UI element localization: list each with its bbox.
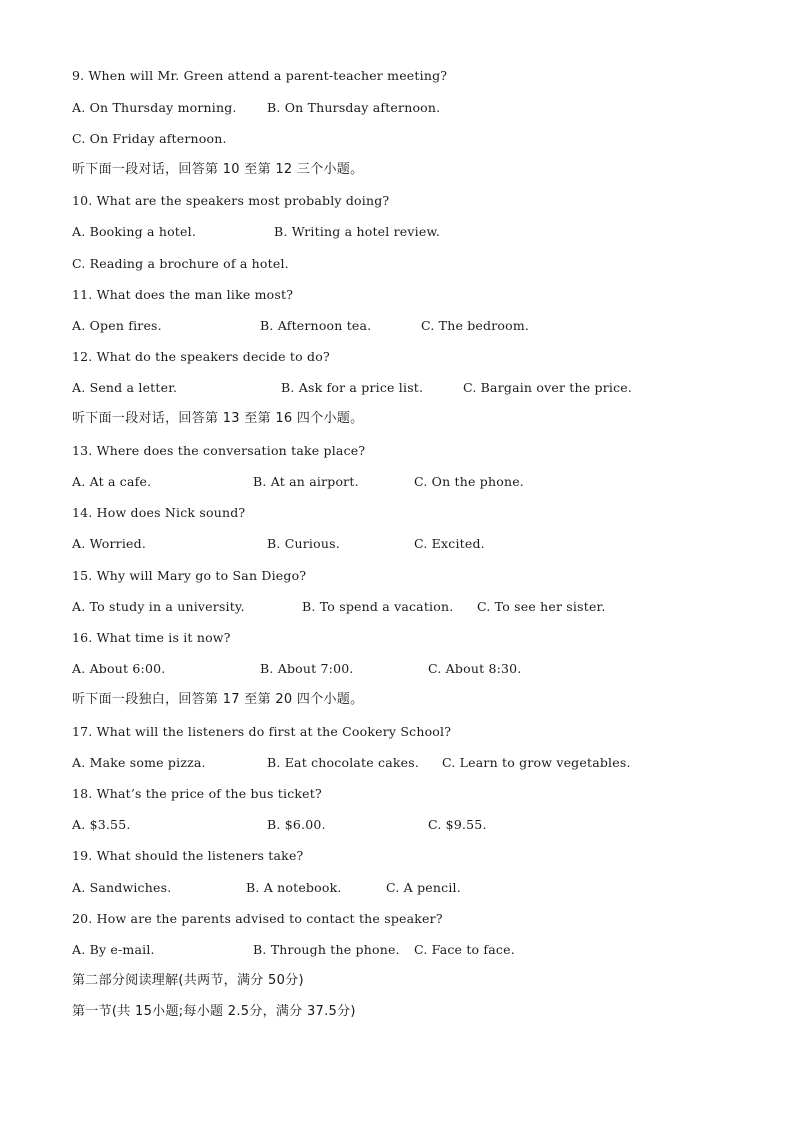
section-heading-13-16: 听下面一段对话，回答第 13 至第 16 四个小题。 (72, 411, 364, 426)
option-a: A. By e-mail. (72, 942, 155, 957)
option-b: B. $6.00. (267, 817, 326, 832)
option-c: C. On Friday afternoon. (72, 131, 227, 146)
options-row-q20 (72, 940, 515, 960)
options-row-q9-c (72, 129, 227, 149)
option-b: B. Writing a hotel review. (274, 224, 441, 239)
question-15: 15. Why will Mary go to San Diego? (72, 568, 307, 583)
option-c: C. Bargain over the price. (463, 380, 633, 395)
option-b: B. Eat chocolate cakes. (267, 755, 420, 770)
question-12: 12. What do the speakers decide to do? (72, 349, 330, 364)
option-c: C. On the phone. (414, 474, 524, 489)
option-c: C. Reading a brochure of a hotel. (72, 256, 289, 271)
section-one-heading: 第一节(共 15小题;每小题 2.5分，满分 37.5分) (72, 1004, 356, 1019)
option-a: A. About 6:00. (72, 661, 166, 676)
option-c: C. Learn to grow vegetables. (442, 755, 631, 770)
options-row-q18 (72, 815, 487, 835)
option-b: B. At an airport. (253, 474, 359, 489)
options-row-q17 (72, 753, 631, 773)
option-a: A. Booking a hotel. (72, 224, 197, 239)
question-11: 11. What does the man like most? (72, 287, 294, 302)
question-20: 20. How are the parents advised to contact the speaker? (72, 911, 443, 926)
question-14: 14. How does Nick sound? (72, 505, 246, 520)
question-13: 13. Where does the conversation take place? (72, 443, 366, 458)
option-a: A. Open fires. (72, 318, 162, 333)
option-a: A. Send a letter. (72, 380, 178, 395)
section-heading-10-12: 听下面一段对话，回答第 10 至第 12 三个小题。 (72, 162, 364, 177)
option-a: A. Worried. (72, 536, 147, 551)
question-9: 9. When will Mr. Green attend a parent-teacher meeting? (72, 68, 448, 83)
option-c: C. The bedroom. (421, 318, 530, 333)
option-b: B. To spend a vacation. (302, 599, 454, 614)
question-19: 19. What should the listeners take? (72, 848, 304, 863)
options-row-q14 (72, 534, 485, 554)
part-two-heading: 第二部分阅读理解(共两节，满分 50分) (72, 973, 304, 988)
option-b: B. Through the phone. (253, 942, 400, 957)
option-b: B. A notebook. (246, 880, 342, 895)
option-c: C. About 8:30. (428, 661, 522, 676)
options-row-q16 (72, 659, 522, 679)
option-b: B. On Thursday afternoon. (267, 100, 441, 115)
option-a: A. To study in a university. (72, 599, 245, 614)
options-row-q9-ab (72, 98, 441, 118)
option-c: C. Face to face. (414, 942, 515, 957)
question-18: 18. What’s the price of the bus ticket? (72, 786, 322, 801)
option-c: C. To see her sister. (477, 599, 606, 614)
option-b: B. Afternoon tea. (260, 318, 372, 333)
option-b: B. Curious. (267, 536, 340, 551)
option-c: C. $9.55. (428, 817, 487, 832)
option-a: A. $3.55. (72, 817, 131, 832)
options-row-q13 (72, 472, 524, 492)
options-row-q10-ab (72, 222, 441, 242)
options-row-q11 (72, 316, 530, 336)
option-c: C. A pencil. (386, 880, 461, 895)
options-row-q12 (72, 378, 633, 398)
option-c: C. Excited. (414, 536, 485, 551)
options-row-q10-c (72, 254, 289, 274)
question-16: 16. What time is it now? (72, 630, 231, 645)
option-a: A. At a cafe. (72, 474, 152, 489)
question-10: 10. What are the speakers most probably doing? (72, 193, 390, 208)
option-a: A. Make some pizza. (72, 755, 206, 770)
options-row-q15 (72, 597, 606, 617)
section-heading-17-20: 听下面一段独白，回答第 17 至第 20 四个小题。 (72, 692, 364, 707)
option-b: B. Ask for a price list. (281, 380, 424, 395)
question-17: 17. What will the listeners do first at the Cookery School? (72, 724, 452, 739)
option-b: B. About 7:00. (260, 661, 354, 676)
option-a: A. On Thursday morning. (72, 100, 237, 115)
options-row-q19 (72, 878, 461, 898)
option-a: A. Sandwiches. (72, 880, 172, 895)
